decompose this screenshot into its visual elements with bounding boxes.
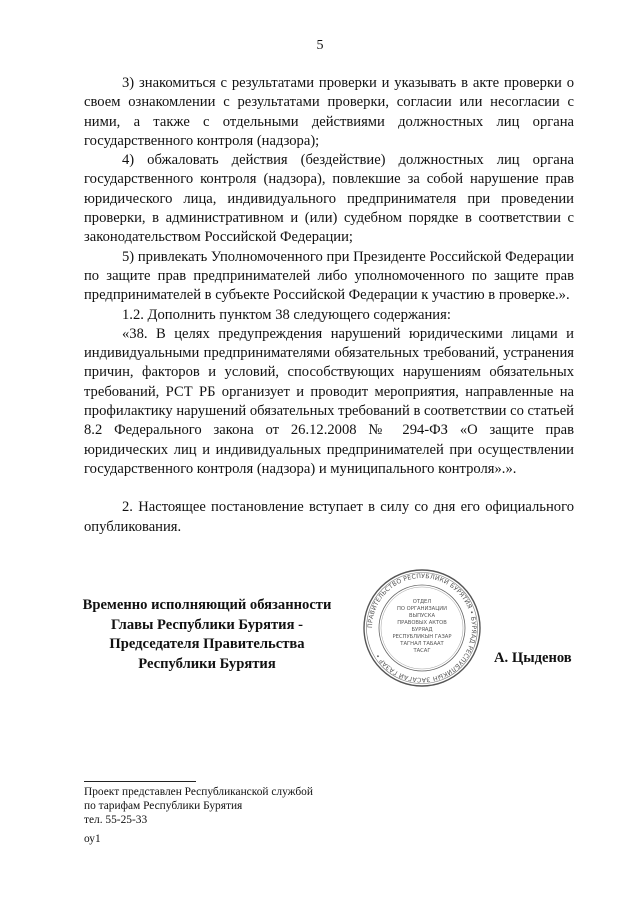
seal-line: ВЫПУСКА <box>408 613 436 619</box>
seal-ring-text: ПРАВИТЕЛЬСТВО РЕСПУБЛИКИ БУРЯТИЯ • БУРЯАД РЕСПУБЛИКЫН ЗАСАГАЙ ГАЗАР • <box>366 572 478 684</box>
footnote-line: тел. 55-25-33 <box>84 814 148 826</box>
paragraph-right-4: 4) обжаловать действия (бездействие) должностных лиц органа государственного контроля (надзора), повлекшие за собой нарушение прав юридического лица, индивидуального предпринимателя при проведении проверки, в административном и (или) судебном порядке в соответствии с законодательством Российской Федерации; <box>84 152 574 246</box>
paragraph-item-1-2: 1.2. Дополнить пунктом 38 следующего содержания: <box>122 306 451 323</box>
official-seal-stamp <box>362 568 482 688</box>
paragraph-item-38: «38. В целях предупреждения нарушений юридическими лицами и индивидуальными предпринимателями обязательных требований, устранения причин, факторов и условий, способствующих нарушениям обязательных требований, РСТ РБ организует и проводит мероприятия, направленные на профилактику нарушений обязательных требований в соответствии со статьей 8.2 Федерального закона от 26.12.2008 № 294-ФЗ «О защите прав юридических лиц и индивидуальных предпринимателей при осуществлении государственного контроля (надзора) и муниципального контроля».». <box>84 325 574 477</box>
paragraph-right-3: 3) знакомиться с результатами проверки и указывать в акте проверки о своем ознакомлении с результатами проверки, согласии или несогласии с ними, а также с отдельными действиями должностных лиц органа государственного контроля (надзора); <box>84 75 574 149</box>
page-number: 5 <box>316 38 324 53</box>
seal-line: ТАСАГ <box>413 648 431 654</box>
signatory-title-line: Главы Республики Бурятия - <box>111 616 303 633</box>
document-body <box>84 74 574 537</box>
signatory-title-line: Республики Бурятия <box>138 655 276 672</box>
signatory-title <box>76 596 338 674</box>
seal-line: ТАГНАЛ ТАБААТ <box>400 641 444 647</box>
seal-line: БУРЯАД <box>411 627 433 633</box>
footnote-line: Проект представлен Республиканской службой <box>84 786 313 798</box>
seal-line: ПО ОРГАНИЗАЦИИ <box>396 606 448 612</box>
footnote <box>84 785 313 827</box>
paragraph-right-5: 5) привлекать Уполномоченного при Президенте Российской Федерации по защите прав предпринимателей либо уполномоченного по защите прав предпринимателей в субъекте Российской Федерации к участию в проверке.». <box>84 248 574 304</box>
seal-line: ОТДЕЛ <box>412 599 432 605</box>
signatory-title-line: Временно исполняющий обязанности <box>82 597 332 613</box>
footnote-divider <box>84 781 196 782</box>
signatory-title-line: Председателя Правительства <box>109 636 305 653</box>
document-code: оу1 <box>84 833 101 845</box>
paragraph-item-2: 2. Настоящее постановление вступает в силу со дня его официального опубликования. <box>84 499 574 535</box>
seal-line: ПРАВОВЫХ АКТОВ <box>397 620 447 626</box>
seal-line: РЕСПУБЛИКЫН ГАЗАР <box>392 634 452 640</box>
footnote-line: по тарифам Республики Бурятия <box>84 800 243 812</box>
signatory-name: А. Цыденов <box>494 650 572 666</box>
